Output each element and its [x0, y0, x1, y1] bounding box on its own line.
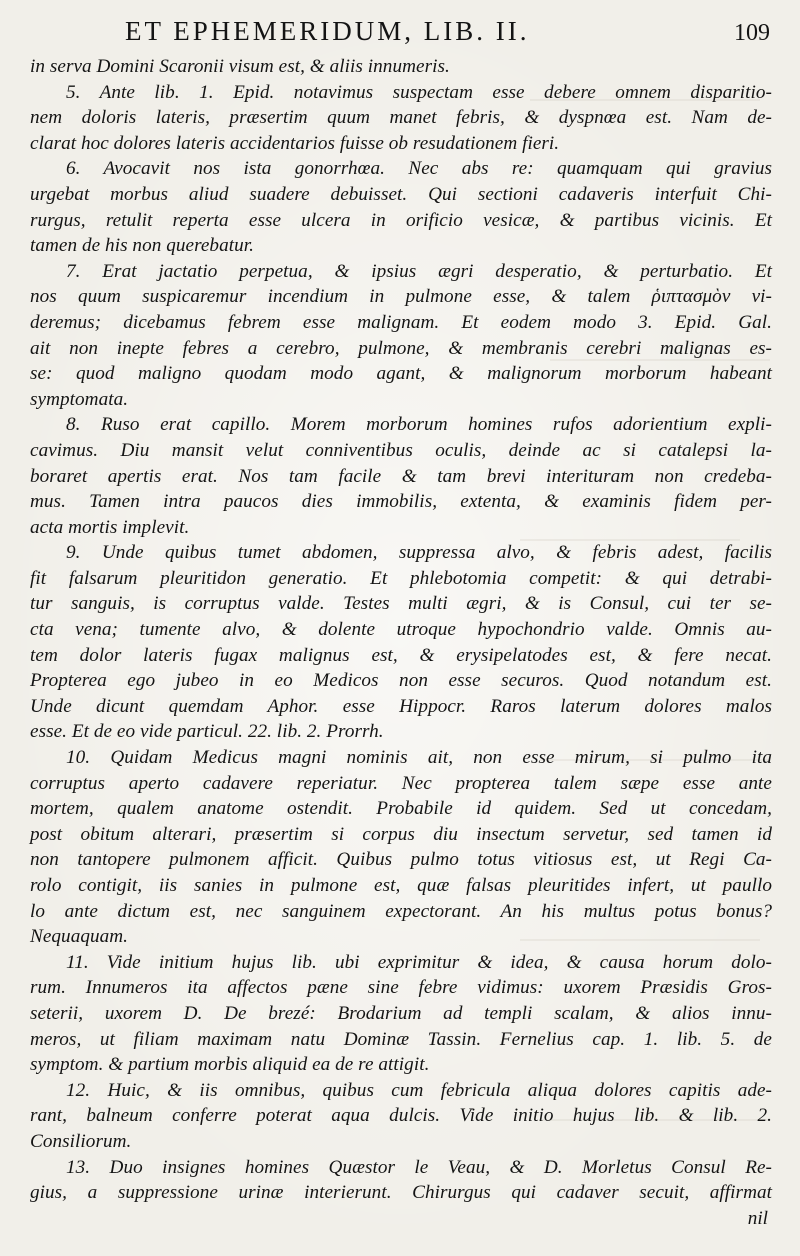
text-line: 10. Quidam Medicus magni nominis ait, non esse mirum, si pulmo ita — [66, 747, 772, 769]
text-line: tur sanguis, is corruptus valde. Testes multi ægri, & is Consul, cui ter se- — [30, 593, 772, 615]
running-head: ET EPHEMERIDUM, LIB. II. — [125, 16, 530, 46]
text-line: meros, ut filiam maximam natu Dominæ Tassin. Fernelius cap. 1. lib. 5. de — [30, 1028, 772, 1050]
text-line: rurgus, retulit reperta esse ulcera in orificio vesicæ, & partibus vicinis. Et — [30, 209, 772, 231]
text-line: nos quum suspicaremur incendium in pulmone esse, & talem ῥιπτασμὸν vi- — [30, 286, 772, 308]
text-line: nem doloris lateris, præsertim quum manet febris, & dyspnœa est. Nam de- — [30, 107, 772, 129]
text-line: Propterea ego jubeo in eo Medicos non esse securos. Quod notandum est. — [30, 670, 772, 692]
text-line: symptom. & partium morbis aliquid ea de re attigit. — [30, 1054, 430, 1076]
text-line: 13. Duo insignes homines Quæstor le Veau, & D. Morletus Consul Re- — [66, 1156, 772, 1178]
text-line: in serva Domini Scaronii visum est, & aliis innumeris. — [30, 56, 450, 77]
text-line: ait non inepte febres a cerebro, pulmone, & membranis cerebri malignas es- — [30, 337, 772, 359]
text-line: deremus; dicebamus febrem esse malignam. Et eodem modo 3. Epid. Gal. — [30, 311, 772, 333]
text-line: 12. Huic, & iis omnibus, quibus cum febricula aliqua dolores capitis ade- — [66, 1079, 772, 1101]
text-line: urgebat morbus aliud suadere debuisset. Qui sectioni cadaveris interfuit Chi- — [30, 183, 772, 205]
text-line: mortem, qualem anatome ostendit. Probabile id quidem. Sed ut concedam, — [30, 798, 772, 820]
text-line: post obitum alterari, præsertim si corpus diu insectum servetur, sed tamen id — [30, 823, 772, 845]
text-line: Unde dicunt quemdam Aphor. esse Hippocr. Raros laterum dolores malos — [30, 695, 772, 717]
text-line: rolo contigit, iis sanies in pulmone est, quæ falsas pleuritides infert, ut paullo — [30, 875, 772, 896]
text-line: gius, a suppressione urinæ interierunt. Chirurgus qui cadaver secuit, affirmat — [30, 1182, 772, 1204]
text-line: tamen de his non querebatur. — [30, 235, 254, 257]
text-line: mus. Tamen intra paucos dies immobilis, extenta, & examinis fidem per- — [30, 491, 772, 513]
text-line: cta vena; tumente alvo, & dolente utroque hypochondrio valde. Omnis au- — [30, 619, 772, 641]
text-line: lo ante dictum est, nec sanguinem expectorant. An his multus potus bonus? — [30, 900, 772, 922]
text-line: non tantopere pulmonem afficit. Quibus pulmo totus vitiosus est, ut Regi Ca- — [30, 849, 772, 871]
text-line: 9. Unde quibus tumet abdomen, suppressa alvo, & febris adest, facilis — [66, 542, 772, 564]
text-line: corruptus aperto cadavere reperiatur. Nec propterea talem sæpe esse ante — [30, 772, 772, 794]
text-line: symptomata. — [30, 388, 129, 410]
text-line: rant, balneum conferre poterat aqua dulcis. Vide initio hujus lib. & lib. 2. — [30, 1105, 772, 1127]
text-line: tem dolor lateris fugax malignus est, & erysipelatodes est, & fere necat. — [30, 644, 772, 666]
text-line: se: quod maligno quodam modo agant, & malignorum morborum habeant — [30, 363, 772, 385]
text-line: seterii, uxorem D. De brezé: Brodarium ad templi scalam, & alios innu- — [30, 1002, 772, 1024]
text-line: 5. Ante lib. 1. Epid. notavimus suspectam esse debere omnem disparitio- — [66, 81, 772, 103]
text-line: rum. Innumeros ita affectos pæne sine febre vidimus: uxorem Præsidis Gros- — [30, 977, 772, 999]
catchword: nil — [747, 1208, 768, 1229]
text-line: Nequaquam. — [30, 926, 129, 948]
page-number: 109 — [734, 20, 770, 46]
text-line: fit falsarum pleuritidon generatio. Et phlebotomia competit: & qui detrabi- — [30, 567, 772, 589]
text-line: 6. Avocavit nos ista gonorrhœa. Nec abs re: quamquam qui gravius — [66, 158, 772, 180]
text-line: 11. Vide initium hujus lib. ubi exprimitur & idea, & causa horum dolo- — [66, 951, 772, 973]
text-line: 8. Ruso erat capillo. Morem morborum homines rufos adorientium expli- — [66, 414, 772, 436]
text-line: Consiliorum. — [30, 1130, 132, 1152]
text-line: esse. Et de eo vide particul. 22. lib. 2. Prorrh. — [30, 721, 384, 743]
text-line: cavimus. Diu mansit velut conniventibus oculis, deinde ac si catalepsi la- — [30, 439, 772, 461]
text-line: boraret apertis erat. Nos tam facile & tam brevi interituram non credeba- — [30, 465, 772, 487]
text-line: 7. Erat jactatio perpetua, & ipsius ægri desperatio, & perturbatio. Et — [66, 260, 772, 282]
page-header — [30, 10, 778, 54]
body-text — [30, 54, 772, 1206]
text-line: acta mortis implevit. — [30, 516, 190, 538]
text-line: clarat hoc dolores lateris accidentarios fuisse ob resudationem fieri. — [30, 132, 560, 154]
